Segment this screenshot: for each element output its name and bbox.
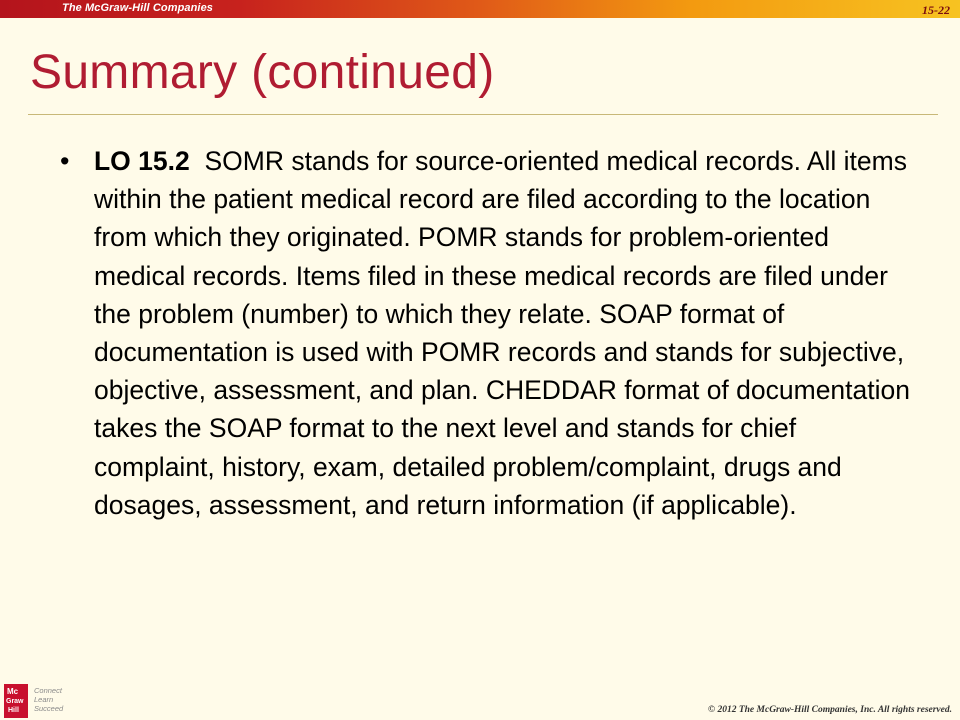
slide-body [60, 142, 920, 524]
mcgraw-hill-logo [4, 684, 70, 718]
tagline-learn: Learn [34, 695, 54, 704]
title-divider [28, 114, 938, 115]
tagline-succeed: Succeed [34, 704, 64, 713]
slide-number: 15-22 [922, 3, 950, 17]
slide-title: Summary (continued) [30, 46, 495, 99]
logo-line-graw: Graw [6, 698, 24, 705]
bullet-text [94, 142, 920, 524]
top-banner [0, 0, 960, 18]
logo-line-hill: Hill [8, 707, 19, 714]
logo-line-mc: Mc [7, 687, 19, 696]
brand-name: The McGraw-Hill Companies [62, 2, 214, 14]
bullet-body: SOMR stands for source-oriented medical records. All items within the patient medical record are filed according to the location from which they originated. POMR stands for problem-oriented medical records. Items filed in these medical records are filed under the problem (number) to which they relate. SOAP format of documentation is used with POMR records and stands for subjective, objective, assessment, and plan. CHEDDAR format of documentation takes the SOAP format to the next level and stands for chief complaint, history, exam, detailed problem/complaint, drugs and dosages, assessment, and return information (if applicable). [94, 146, 918, 520]
tagline-connect: Connect [34, 686, 62, 695]
bullet-dot-icon: • [60, 146, 70, 176]
bullet-item [60, 142, 920, 524]
copyright-notice: © 2012 The McGraw-Hill Companies, Inc. All rights reserved. [708, 705, 952, 715]
learning-objective-label: LO 15.2 [94, 146, 190, 176]
